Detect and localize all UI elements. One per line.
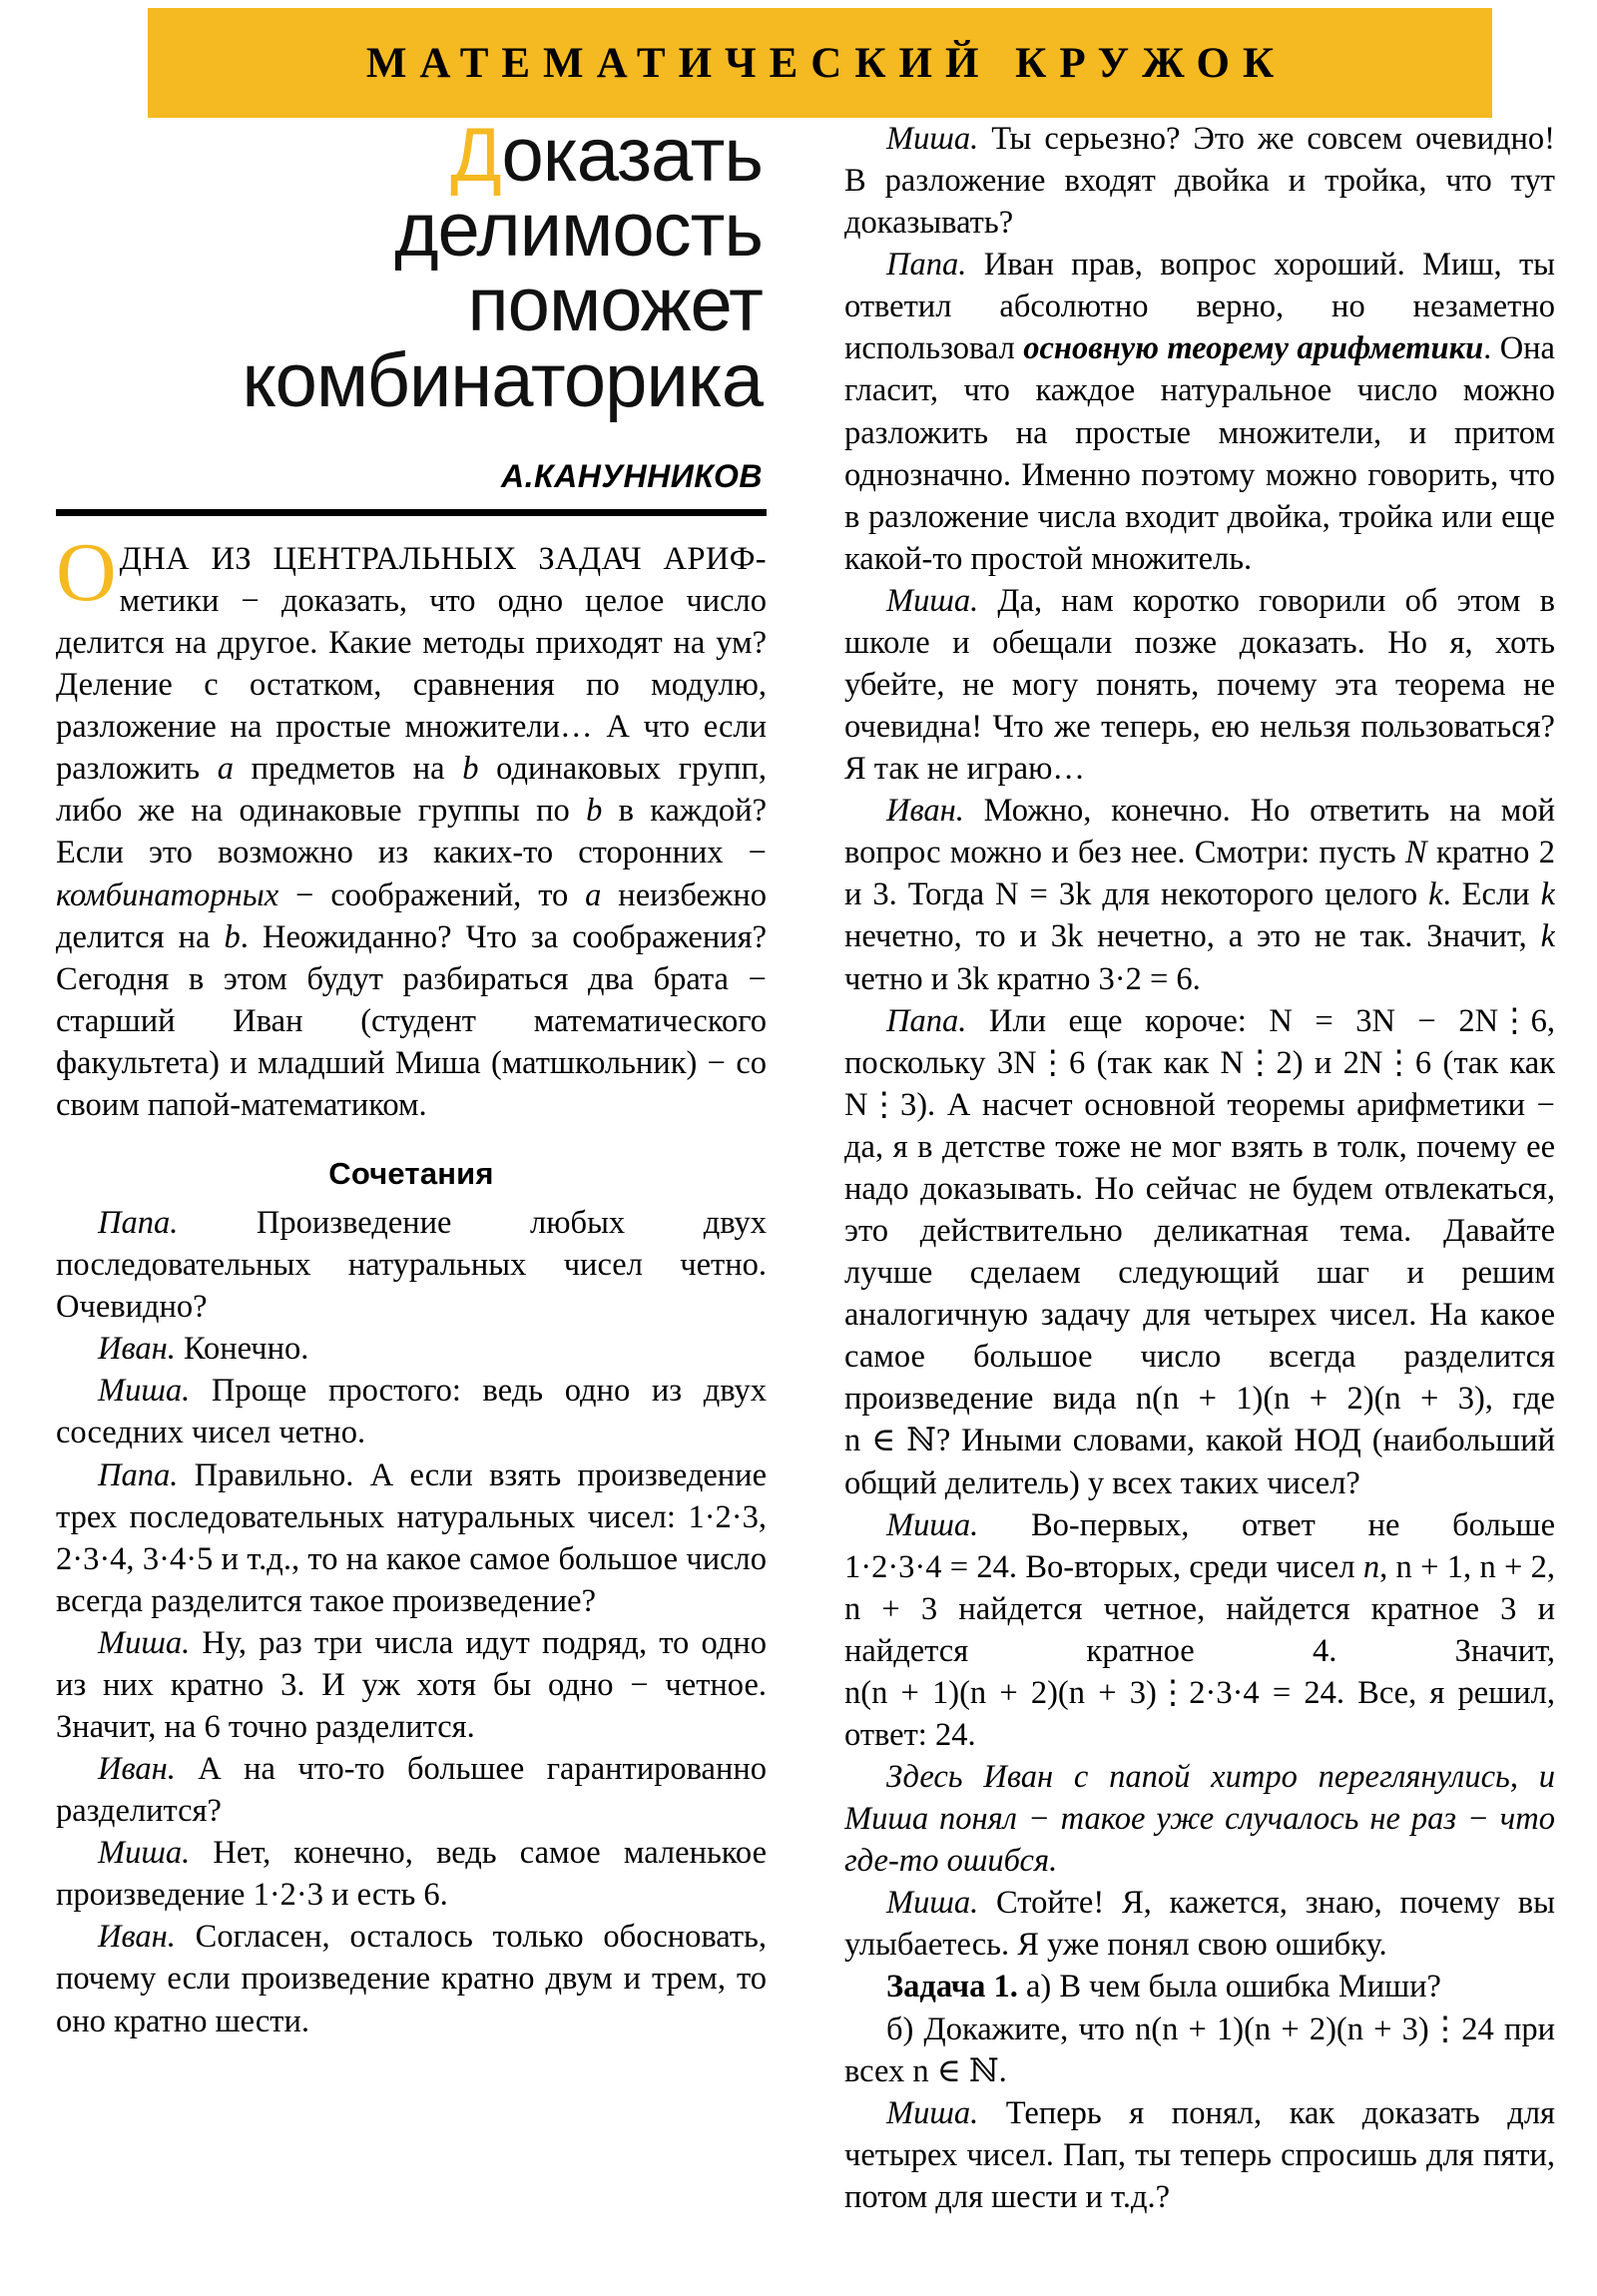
body-text: и т.д., то на какое самое большое число всегда разделится такое произведение? — [56, 1540, 767, 1619]
speaker-name: Папа. — [98, 1456, 179, 1493]
dialogue-line — [844, 790, 1555, 999]
math-var-b1: b — [462, 751, 479, 788]
opening-text-g: . Неожиданно? Что за соображения? Сегодня в этом будут разбираться два брата − старший Иван (студент математического факультета) и младший Миша (матшкольник) − со своим папой-математиком. — [56, 918, 767, 1123]
title-line-3: поможет — [467, 263, 763, 348]
dialogue-line — [56, 1622, 767, 1748]
dialogue-line — [844, 580, 1555, 790]
math-expression: N⋮2 — [1220, 1044, 1293, 1081]
dialogue-left — [56, 1202, 767, 2042]
dialogue-line — [56, 1370, 767, 1453]
speaker-name: Папа. — [886, 1002, 967, 1039]
body-text: Иван прав, вопрос хороший. Миш, ты ответил абсолютно верно, но незаметно использовал — [844, 247, 1555, 367]
dialogue-line — [56, 1202, 767, 1328]
body-text: и есть 6. — [322, 1877, 448, 1914]
speaker-name: Миша. — [886, 1506, 979, 1543]
body-text: четно и — [844, 960, 957, 997]
banner-title: МАТЕМАТИЧЕСКИЙ КРУЖОК — [365, 39, 1288, 87]
body-text: . Она гласит, что каждое натуральное число можно разложить на простые множители, и притом однозначно. Именно поэтому можно говорить, что в разложение числа входит двойка, тройка или еще какой-то простой множитель. — [844, 330, 1555, 577]
dialogue-line — [56, 1748, 767, 1832]
problem-part-b-mid: при всех — [844, 2010, 1555, 2089]
speaker-name: Папа. — [98, 1205, 179, 1242]
speaker-name: Миша. — [98, 1624, 191, 1661]
speaker-name: Миша. — [98, 1835, 191, 1872]
body-text: . — [1192, 960, 1201, 997]
body-text: , где — [1484, 1381, 1555, 1418]
math-expression: 2·3·4 — [56, 1540, 127, 1577]
problem-part-b-tail: . — [998, 2052, 1007, 2089]
problem-formula-2: n ∈ ℕ — [912, 2052, 999, 2089]
dialogue-line — [56, 1454, 767, 1622]
problem-statement — [844, 1966, 1555, 2008]
opening-emphasis: комбинаторных — [56, 876, 279, 913]
dialogue-line — [844, 1882, 1555, 1966]
opening-text-f: неизбежно делится на — [56, 876, 767, 955]
problem-formula-1: n(n + 1)(n + 2)(n + 3)⋮24 — [1135, 2010, 1494, 2047]
article-title — [56, 118, 767, 423]
body-text: Ну, раз три числа идут подряд, то одно из них кратно 3. И уж хотя бы одно − четное. Значит, на 6 точно разделится. — [56, 1624, 767, 1745]
math-expression: n + 1 — [1395, 1548, 1463, 1585]
math-expression: 1·2·3 — [253, 1877, 323, 1914]
body-text: Согласен, осталось только обосновать, почему если произведение кратно двум и трем, то оно кратно шести. — [56, 1919, 767, 2039]
math-variable: k — [1540, 876, 1555, 913]
body-text: Можно, конечно. Но ответить на мой вопрос можно и без нее. Смотри: пусть — [844, 793, 1555, 871]
problem-label: Задача 1. — [886, 1969, 1018, 2006]
math-variable: k — [1540, 918, 1555, 955]
title-line-4: комбинаторика — [242, 337, 763, 423]
body-text: нечетно, а это не так. Значит, — [1083, 918, 1541, 955]
article-author: А.КАНУННИКОВ — [500, 457, 763, 494]
math-expression: n(n + 1)(n + 2)(n + 3) — [1135, 1381, 1485, 1418]
speaker-name: Миша. — [98, 1373, 191, 1410]
math-variable: N — [1404, 835, 1427, 871]
body-text: кратно — [988, 960, 1099, 997]
speaker-name: Иван. — [886, 793, 964, 830]
opening-text-a: метики − доказать, что одно целое число делится на другое. Какие методы приходят на ум? Деление с остатком, сравнения по модулю, разложение на простые множители… А что если разложить — [56, 583, 767, 788]
problem-part-b-lead: б) Докажите, что — [886, 2010, 1136, 2047]
dialogue-line — [844, 1000, 1555, 1504]
math-expression: n ∈ ℕ — [844, 1423, 936, 1459]
math-expression: 2N⋮6 — [1342, 1044, 1432, 1081]
body-text: ) и — [1292, 1044, 1343, 1081]
problem-part-b — [844, 2009, 1555, 2092]
body-text: для некоторого целого — [1091, 876, 1429, 913]
math-expression: N = 3N − 2N⋮6 — [1269, 1002, 1547, 1039]
opening-text-c: одинаковых групп, либо же на одинаковые группы по — [56, 751, 767, 830]
body-text: , — [1546, 1548, 1555, 1585]
dialogue-line — [844, 118, 1555, 244]
body-text: А на что-то большее гарантированно разделится? — [56, 1751, 767, 1830]
math-expression: 1·2·3 — [688, 1498, 759, 1535]
body-text: , поскольку — [844, 1002, 1555, 1081]
body-text: . Все, я решил, ответ: 24. — [844, 1674, 1555, 1753]
body-text: Да, нам коротко говорили об этом в школе и обещали позже доказать. Но я, хоть убейте, не могу понять, почему эта теорема не очевидна! Что же теперь, ею нельзя пользоваться? Я так не играю… — [844, 582, 1555, 788]
closing-text: Теперь я понял, как доказать для четырех чисел. Пап, ты теперь спросишь для пяти, потом для шести и т.д.? — [844, 2094, 1555, 2215]
opening-text-d: в каждой? Если это возможно из каких-то сторонних − — [56, 793, 767, 871]
body-text: Правильно. А если взять произведение трех последовательных натуральных чисел: — [56, 1456, 767, 1535]
math-var-b3: b — [224, 918, 241, 955]
math-var-a2: a — [585, 876, 602, 913]
body-text: Произведение любых двух последовательных натуральных чисел четно. Очевидно? — [56, 1205, 767, 1326]
body-text: Нет, конечно, ведь самое маленькое произведение — [56, 1835, 767, 1914]
body-text: кратно 2 и 3. Тогда — [844, 835, 1555, 913]
column-right — [844, 118, 1555, 2296]
math-expression: 3·4·5 — [142, 1540, 214, 1577]
opening-paragraph — [56, 525, 767, 1126]
dialogue-tail — [844, 1882, 1555, 1966]
speaker-name: Миша. — [886, 1885, 979, 1922]
math-expression: n + 2 — [1479, 1548, 1547, 1585]
body-text: Конечно. — [175, 1331, 309, 1368]
math-expression: 3k — [956, 960, 989, 997]
body-text: Или еще короче: — [966, 1002, 1270, 1039]
dialogue-line — [56, 1916, 767, 2041]
body-text: нечетно, то и — [844, 918, 1051, 955]
body-text: , — [126, 1540, 143, 1577]
body-text: Ты серьезно? Это же совсем очевидно! В разложение входят двойка и тройка, что тут доказывать? — [844, 121, 1555, 242]
body-text: , — [1379, 1548, 1396, 1585]
body-text: ). А насчет основной теоремы арифметики − да, я в детстве тоже не мог взять в толк, почему ее надо доказывать. Но сейчас не будем отвлекаться, это действительно деликатная тема. Давайте лучше сделаем следующий шаг и решим аналогичную задачу для четырех чисел. На какое самое большое число всегда разделится произведение вида — [844, 1086, 1555, 1418]
dialogue-line — [56, 1328, 767, 1370]
article-columns — [0, 118, 1597, 2296]
math-expression: 3k — [1050, 918, 1084, 955]
math-expression: n + 3 — [844, 1590, 938, 1627]
speaker-name: Миша. — [886, 2094, 979, 2131]
speaker-name: Иван. — [98, 1331, 176, 1368]
section-banner — [148, 8, 1492, 118]
speaker-name: Иван. — [98, 1919, 176, 1956]
opening-text-e: − соображений, то — [278, 876, 586, 913]
column-left — [56, 118, 767, 2296]
title-line-1 — [56, 118, 763, 198]
body-text: (так как — [1085, 1044, 1221, 1081]
speaker-name: Миша. — [886, 121, 979, 157]
body-text: найдется четное, найдется кратное 3 и найдется кратное 4. Значит, — [844, 1590, 1555, 1669]
math-expression: 3·2 = 6 — [1098, 960, 1193, 997]
speaker-name: Миша. — [886, 582, 979, 619]
body-text: (так как — [1431, 1044, 1555, 1081]
body-text: Во-первых, ответ не больше — [978, 1506, 1555, 1543]
body-text: Проще простого: ведь одно из двух соседних чисел четно. — [56, 1373, 767, 1451]
math-expression: n(n + 1)(n + 2)(n + 3)⋮2·3·4 = 24 — [844, 1674, 1336, 1711]
dialogue-line — [844, 1504, 1555, 1756]
math-expression: N = 3k — [995, 876, 1092, 913]
body-text: , — [1463, 1548, 1480, 1585]
body-text: ? Иными словами, какой НОД (наибольший общий делитель) у всех таких чисел? — [844, 1423, 1555, 1501]
math-expression: 3N⋮6 — [996, 1044, 1086, 1081]
dialogue-line — [56, 1832, 767, 1916]
math-variable: n — [1362, 1548, 1380, 1585]
math-var-a1: a — [217, 751, 234, 788]
speaker-name: Папа. — [886, 247, 967, 284]
opening-text-b: предметов на — [233, 751, 463, 788]
dialogue-right — [844, 118, 1555, 1756]
body-text: Стойте! Я, кажется, знаю, почему вы улыбаетесь. Я уже понял свою ошибку. — [844, 1885, 1555, 1964]
speaker-name: Иван. — [98, 1751, 176, 1788]
math-expression: N⋮3 — [844, 1086, 917, 1123]
title-rule — [56, 509, 767, 516]
opening-dropcap: О — [56, 525, 117, 619]
math-variable: k — [1428, 876, 1443, 913]
section-heading: Сочетания — [328, 1156, 494, 1192]
body-text: . Во-вторых, среди чисел — [1008, 1548, 1363, 1585]
emphasis-term: основную теорему арифметики — [1023, 330, 1484, 367]
dialogue-line — [844, 244, 1555, 580]
math-var-b2: b — [586, 793, 603, 830]
stage-direction: Здесь Иван с папой хитро переглянулись, и Миша понял − такое уже случалось не раз − что где-то ошибся. — [844, 1759, 1555, 1880]
title-line-1-rest: оказать — [501, 118, 763, 198]
math-expression: 1·2·3·4 = 24 — [844, 1548, 1009, 1585]
body-text: , — [758, 1498, 767, 1535]
problem-part-a: а) В чем была ошибка Миши? — [1017, 1969, 1441, 2006]
opening-smallcaps: ДНА ИЗ ЦЕНТРАЛЬНЫХ ЗАДАЧ АРИФ- — [119, 540, 767, 577]
title-line-2: делимость — [394, 188, 763, 274]
body-text: . Если — [1442, 876, 1541, 913]
closing-line — [844, 2092, 1555, 2218]
title-dropcap-letter: Д — [450, 118, 502, 198]
